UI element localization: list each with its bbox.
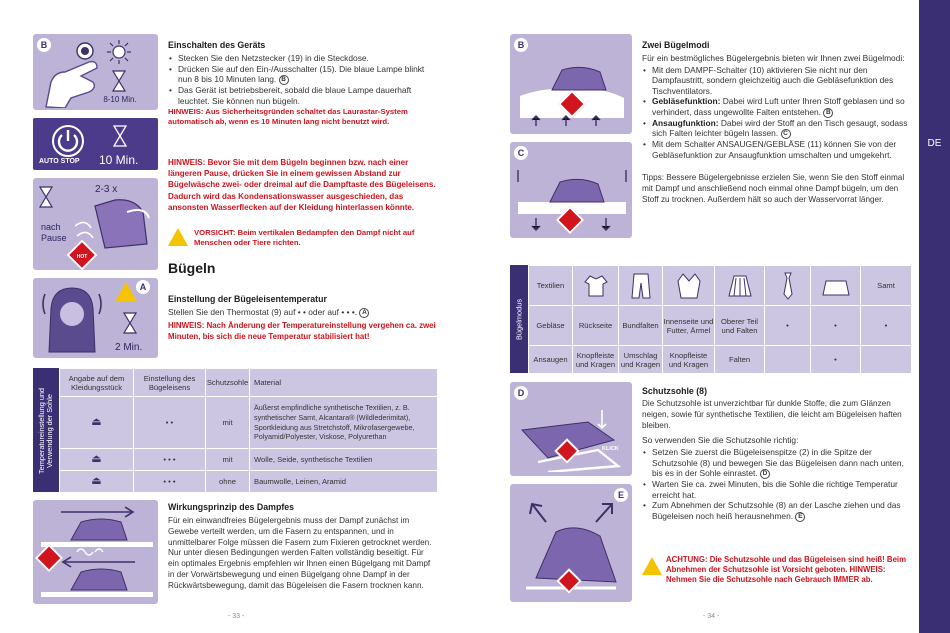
hot-label: HOT xyxy=(76,254,88,260)
badge-b: B xyxy=(279,75,289,85)
power-on-heading: Einschalten des Geräts xyxy=(168,40,266,50)
illustration-steam-pause xyxy=(33,178,158,270)
power-on-step-1: • Stecken Sie den Netzstecker (19) in die Steckdose. xyxy=(168,53,436,64)
illustration-e-sole-remove xyxy=(510,484,632,602)
ten-min-label: 10 Min. xyxy=(99,153,139,167)
shirt-icon xyxy=(573,266,619,306)
thermostat-subheading: Einstellung der Bügeleisentemperatur xyxy=(168,294,327,304)
cell-material: Äußerst empfindliche synthetische Textilien, z. B. synthetischer Samt, Alcantara® (Wildlederimitat), Sportkleidung aus Stretchstoff, Mikrofasergewebe, Polyamid/Polyester, Viskose, Polyurethan xyxy=(250,397,438,449)
sole-step-1: • Setzen Sie zuerst die Bügeleisenspitze (2) in die Spitze der Schutzsohle (8) und bewegen Sie das Bügeleisen dann nach unten, bis es in der Sohle einrastet. D xyxy=(642,447,910,479)
temperature-hinweis: HINWEIS: Nach Änderung der Temperatureinstellung vergehen ca. zwei Minuten, bis sich die neue Temperatur stabilisiert hat! xyxy=(168,321,436,341)
mode-table xyxy=(510,265,912,373)
row-label-ansaugen: Ansaugen xyxy=(529,346,573,374)
badge-a: A xyxy=(359,308,369,318)
cell-setting: • • • xyxy=(134,449,206,471)
power-on-section xyxy=(168,40,436,126)
cell-geblaese: Oberer Teil und Falten xyxy=(715,306,765,346)
page-number-left: - 33 - xyxy=(228,613,245,620)
nach-label: nach xyxy=(41,222,61,232)
hourglass-icon xyxy=(112,70,126,92)
samt-label: Samt xyxy=(861,266,912,306)
modes-item-4: • Mit dem Schalter ANSAUGEN/GEBLÄSE (11) können Sie von der Gebläsefunktion zur Ansaugfunktion umschalten und umgekehrt. xyxy=(642,139,910,160)
steam-principle-heading: Wirkungsprinzip des Dampfes xyxy=(168,502,295,512)
iron-symbol-3-icon: ⏏ xyxy=(60,471,134,493)
cell-ansaugen: Knopfleiste und Kragen xyxy=(573,346,619,374)
label-a: A xyxy=(136,280,150,294)
tie-icon xyxy=(765,266,811,306)
iron-sole-attach-icon xyxy=(518,400,628,472)
page-number-right: - 34 - xyxy=(703,613,720,620)
auto-stop-power-icon xyxy=(51,124,85,158)
mode-table-side-label: Bügelmodus xyxy=(514,298,524,341)
row-label-geblaese: Gebläse xyxy=(529,306,573,346)
badge-d: D xyxy=(760,469,770,479)
steam-hinweis: HINWEIS: Bevor Sie mit dem Bügeln beginnen bzw. nach einer längeren Pause, drücken Sie in einem gewissen Abstand zur Bügelwäsche zwei- oder dreimal auf die Dampftaste des Bügeleisens. Dadurch wird das Kondensationswasser ausgeschieden, das ansonsten Wasserflecken auf der Kleidung hinterlassen könnte. xyxy=(168,158,436,212)
cell-geblaese: Bundfalten xyxy=(619,306,663,346)
label-d: D xyxy=(514,386,528,400)
klick-label: KLICK xyxy=(602,446,619,452)
cell-ansaugen: Umschlag und Kragen xyxy=(619,346,663,374)
tablecloth-icon xyxy=(811,266,861,306)
caution-icon xyxy=(115,282,137,302)
table-row xyxy=(60,471,438,493)
pause-label: Pause xyxy=(41,233,67,243)
sole-text-2: So verwenden Sie die Schutzsohle richtig: xyxy=(642,435,799,446)
sole-warning-text: ACHTUNG: Die Schutzsohle und das Bügeleisen sind heiß! Beim Abnehmen der Schutzsohle ist Vorsicht geboten. HINWEIS: Nehmen Sie die Schutzsohle nach Gebrauch IMMER ab. xyxy=(666,555,906,584)
cell-geblaese: Innenseite und Futter, Ärmel xyxy=(663,306,715,346)
col-header-setting: Einstellung des Bügeleisens xyxy=(134,369,206,397)
sole-step-2: • Warten Sie ca. zwei Minuten, bis die Sohle die richtige Temperatur erreicht hat. xyxy=(642,479,910,500)
table-row xyxy=(529,266,912,306)
col-header-material: Material xyxy=(250,369,438,397)
label-e: E xyxy=(614,488,628,502)
label-b: B xyxy=(37,38,51,52)
modes-item-3: • Ansaugfunktion: Dabei wird der Stoff an den Tisch gesaugt, sodass sich Falten leichter bügeln lassen. C xyxy=(642,118,910,139)
iron-vertical-icon xyxy=(75,198,153,250)
steam-principle-section xyxy=(168,502,436,592)
modes-heading: Zwei Bügelmodi xyxy=(642,40,710,50)
illustration-c-suction xyxy=(510,142,632,238)
hourglass-icon-2 xyxy=(113,125,127,147)
badge-e: E xyxy=(795,512,805,522)
cell-ansaugen: Falten xyxy=(715,346,765,374)
cell-material: Wolle, Seide, synthetische Textilien xyxy=(250,449,438,471)
steam-principle-text: Für ein einwandfreies Bügelergebnis muss der Dampf zunächst im Gewebe verteilt werden, um die Fasern zu entspannen, und in unmittelbarer Folge müssen die Fasern zum Fixieren getrocknet werden. Nur unter diesen Bedingungen werden Falten vollständig beseitigt. Für ein optimales Ergebnis empfehlen wir Ihnen einen Bügelgang mit Dampf in der Vorwärtsbewegung und einen Bügelgang ohne Dampf in der Rückwärtsbewegung, damit das Bügeleisen die Fasern trocknen kann. xyxy=(168,516,432,590)
cell-sole: mit xyxy=(206,449,250,471)
badge-c: C xyxy=(781,129,791,139)
table-row xyxy=(529,346,912,374)
thermostat-instruction: Stellen Sie den Thermostat (9) auf • • oder auf • • •. A xyxy=(168,307,436,318)
sole-step-3: • Zum Abnehmen der Schutzsohle (8) an der Lasche ziehen und das Bügeleisen noch heiß herausnehmen. E xyxy=(642,500,910,521)
col-header-label: Angabe auf dem Kleidungsstück xyxy=(60,369,134,397)
temperature-table xyxy=(33,368,438,492)
power-on-step-2: • Drücken Sie auf den Ein-/Ausschalter (15). Die blaue Lampe blinkt nun 8 bis 10 Minuten lang. B xyxy=(168,64,436,85)
row-label-textilien: Textilien xyxy=(529,266,573,306)
sole-heading: Schutzsohle (8) xyxy=(642,386,708,396)
cell-geblaese: • xyxy=(811,306,861,346)
illustration-steam-principle xyxy=(33,500,158,604)
warning-triangle-icon xyxy=(168,228,188,246)
lamp-blink-icon xyxy=(107,40,131,64)
times-label: 2-3 x xyxy=(95,184,118,195)
vorsicht-text: VORSICHT: Beim vertikalen Bedampfen den Dampf nicht auf Menschen oder Tiere richten. xyxy=(194,228,415,247)
table-row xyxy=(60,449,438,471)
power-on-step-3: • Das Gerät ist betriebsbereit, sobald die blaue Lampe dauerhaft leuchtet. Sie können nun bügeln. xyxy=(168,85,436,106)
sole-section xyxy=(642,386,910,522)
cell-material: Baumwolle, Leinen, Aramid xyxy=(250,471,438,493)
sole-text-1: Die Schutzsohle ist unverzichtbar für dunkle Stoffe, die zum Glänzen neigen, sowie für synthetische Textilien, die leicht am Bügeleisen haften bleiben. xyxy=(642,399,902,430)
jacket-icon xyxy=(663,266,715,306)
cell-geblaese: Rückseite xyxy=(573,306,619,346)
auto-stop-label: AUTO STOP xyxy=(39,158,80,165)
illustration-auto-stop xyxy=(33,118,158,170)
cell-geblaese: • xyxy=(765,306,811,346)
iron-symbol-2-icon: ⏏ xyxy=(60,449,134,471)
warning-triangle-icon-2 xyxy=(642,557,662,575)
illustration-a-thermostat xyxy=(33,278,158,358)
tipps-text: Tipps: Bessere Bügelergebnisse erzielen Sie, wenn Sie den Stoff einmal mit Dampf und anschließend noch einmal ohne Dampf bügeln, um den Stoff zu trocknen. Außerdem hält so auch der Wasservorrat länger. xyxy=(642,173,905,205)
cell-sole: mit xyxy=(206,397,250,449)
illustration-b-blower xyxy=(510,34,632,134)
cell-ansaugen: Knopfleiste und Kragen xyxy=(663,346,715,374)
table-row xyxy=(60,397,438,449)
temp-table-side-label: Temperatureinstellung und Verwendung der Sohle xyxy=(37,388,54,474)
modes-section xyxy=(642,40,910,205)
buegeln-title: Bügeln xyxy=(168,260,216,276)
trousers-icon xyxy=(619,266,663,306)
language-tab-label: DE xyxy=(927,138,942,149)
table-row xyxy=(529,306,912,346)
auto-stop-hinweis: HINWEIS: Aus Sicherheitsgründen schaltet das Laurastar-System automatisch ab, wenn es 10 Minuten lang nicht benutzt wird. xyxy=(168,107,408,126)
hourglass-icon-3 xyxy=(39,186,53,208)
cell-ansaugen xyxy=(765,346,811,374)
language-tab xyxy=(919,0,950,633)
power-button-icon xyxy=(75,41,95,61)
skirt-icon xyxy=(715,266,765,306)
label-b-right: B xyxy=(514,38,528,52)
cell-setting: • • • xyxy=(134,471,206,493)
thermostat-dial-icon xyxy=(41,282,103,354)
two-min-label: 2 Min. xyxy=(115,342,143,353)
cell-ansaugen: • xyxy=(811,346,861,374)
modes-intro: Für ein bestmögliches Bügelergebnis bieten wir Ihnen zwei Bügelmodi: xyxy=(642,53,905,63)
label-c: C xyxy=(514,146,528,160)
col-header-sole: Schutzsohle xyxy=(206,369,250,397)
hourglass-icon-4 xyxy=(123,312,137,334)
modes-item-1: • Mit dem DAMPF-Schalter (10) aktivieren Sie nicht nur den Dampfaustritt, sondern gleichzeitig auch die Gebläsefunktion des Tischventilators. xyxy=(642,65,910,97)
modes-item-2: • Gebläsefunktion: Dabei wird Luft unter Ihren Stoff geblasen und so verhindert, dass ungewollte Falten entstehen. B xyxy=(642,96,910,117)
illustration-d-sole-attach xyxy=(510,382,632,476)
iron-symbol-1-icon: ⏏ xyxy=(60,397,134,449)
cell-ansaugen xyxy=(861,346,912,374)
cell-sole: ohne xyxy=(206,471,250,493)
cell-geblaese: • xyxy=(861,306,912,346)
cell-setting: • • xyxy=(134,397,206,449)
badge-b-right: B xyxy=(823,108,833,118)
minutes-label: 8-10 Min. xyxy=(103,95,137,104)
illustration-b-power-button xyxy=(33,34,158,110)
